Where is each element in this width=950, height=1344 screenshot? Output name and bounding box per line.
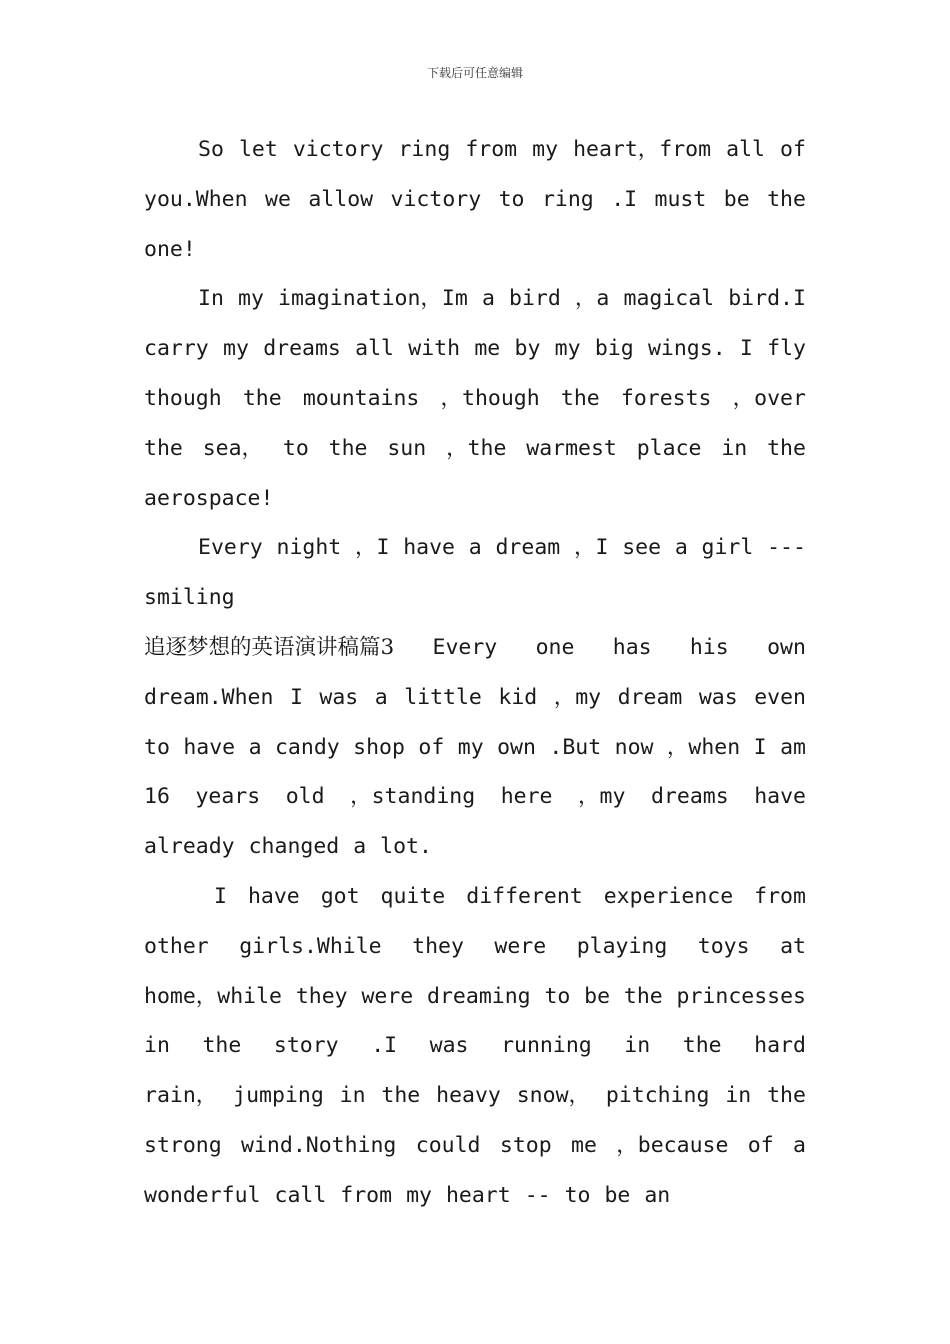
word: now bbox=[614, 734, 654, 760]
word: one bbox=[535, 634, 575, 660]
word: warmest bbox=[526, 435, 617, 461]
word: of bbox=[747, 1132, 774, 1158]
word: from bbox=[465, 137, 518, 162]
text-line bbox=[144, 972, 806, 1022]
word: call bbox=[274, 1182, 327, 1208]
word: jumping bbox=[233, 1083, 324, 1109]
word: experience bbox=[603, 883, 734, 909]
text-line bbox=[144, 573, 806, 623]
word: was bbox=[698, 684, 738, 710]
text-line bbox=[144, 324, 806, 374]
word: home，while bbox=[144, 983, 282, 1009]
word: different bbox=[466, 883, 583, 909]
word: bird.I bbox=[728, 286, 806, 312]
word: you.When bbox=[144, 186, 248, 212]
word: carry bbox=[144, 336, 209, 362]
word: we bbox=[265, 186, 291, 212]
word: smiling bbox=[144, 585, 235, 611]
word: .I bbox=[611, 186, 638, 212]
word: years bbox=[195, 784, 261, 810]
word: the bbox=[623, 983, 663, 1009]
word: ，when bbox=[666, 734, 741, 760]
word: I bbox=[289, 684, 303, 710]
word: dreams bbox=[650, 784, 729, 810]
word: have bbox=[247, 883, 300, 909]
word: to bbox=[282, 435, 309, 461]
text-line bbox=[144, 374, 806, 424]
word: allow bbox=[308, 186, 374, 212]
word: little bbox=[404, 684, 482, 710]
page-header: 下载后可任意编辑 bbox=[426, 66, 523, 80]
word: a bbox=[674, 535, 688, 561]
word: ，though bbox=[440, 385, 540, 411]
text-line bbox=[144, 175, 806, 225]
word: place bbox=[636, 435, 702, 461]
word: my bbox=[532, 137, 559, 162]
word: already bbox=[144, 834, 235, 860]
word: I bbox=[739, 336, 753, 362]
word: ，standing bbox=[350, 784, 476, 810]
word: to bbox=[498, 186, 525, 212]
word: old bbox=[285, 784, 325, 810]
word: shop bbox=[353, 734, 405, 760]
word: the bbox=[767, 1083, 806, 1109]
word: changed bbox=[248, 834, 340, 860]
word: the bbox=[682, 1033, 722, 1059]
word: the bbox=[144, 435, 183, 461]
word: lot. bbox=[380, 834, 432, 860]
word: of bbox=[418, 734, 445, 760]
word: see bbox=[622, 535, 662, 561]
word: --- bbox=[767, 535, 806, 561]
word: pitching bbox=[605, 1083, 710, 1109]
word: candy bbox=[274, 734, 340, 760]
word: So bbox=[198, 137, 224, 162]
word: could bbox=[415, 1132, 481, 1158]
word: ring bbox=[541, 186, 594, 212]
word: the bbox=[328, 435, 368, 461]
word: ，I bbox=[355, 535, 390, 561]
word: though bbox=[144, 385, 222, 411]
word: my bbox=[223, 336, 249, 362]
text-line bbox=[144, 424, 806, 474]
word: ，my bbox=[553, 684, 602, 710]
text-line bbox=[144, 922, 806, 972]
word: let bbox=[238, 137, 278, 162]
word: with bbox=[408, 336, 461, 362]
word: in bbox=[144, 1033, 170, 1059]
word: playing bbox=[576, 933, 668, 959]
word: ，a bbox=[574, 286, 610, 312]
word: night bbox=[276, 535, 342, 561]
word: ，the bbox=[446, 435, 507, 461]
word: girl bbox=[701, 535, 754, 561]
word: they bbox=[295, 983, 348, 1009]
word: by bbox=[514, 336, 541, 362]
word: fly bbox=[767, 336, 806, 362]
word: from bbox=[754, 883, 806, 909]
text-line bbox=[144, 523, 806, 573]
word: ，I bbox=[573, 535, 609, 561]
word: all bbox=[726, 137, 765, 162]
text-line bbox=[144, 772, 806, 822]
word: dreaming bbox=[427, 983, 531, 1009]
word: were bbox=[361, 983, 414, 1009]
word: a bbox=[353, 834, 367, 860]
word: sun bbox=[387, 435, 427, 461]
word: bird bbox=[509, 286, 561, 312]
word: in bbox=[339, 1083, 366, 1109]
word: heart，from bbox=[573, 137, 712, 162]
word: the bbox=[381, 1083, 421, 1109]
text-line bbox=[144, 872, 806, 922]
word: forests bbox=[620, 385, 712, 411]
word: strong bbox=[144, 1132, 222, 1158]
word: wings. bbox=[647, 336, 726, 362]
word: all bbox=[355, 336, 394, 362]
word: dream bbox=[495, 535, 561, 561]
word: mountains bbox=[302, 385, 420, 411]
word: wind.Nothing bbox=[241, 1132, 397, 1158]
word: big bbox=[594, 336, 634, 362]
word: .I bbox=[371, 1033, 398, 1059]
word: dreams bbox=[263, 336, 341, 362]
word: of bbox=[780, 137, 806, 162]
word: girls.While bbox=[239, 933, 382, 959]
word: was bbox=[429, 1033, 469, 1059]
word: stop bbox=[499, 1132, 552, 1158]
word: in bbox=[721, 435, 748, 461]
word: even bbox=[754, 684, 806, 710]
word: me bbox=[474, 336, 501, 362]
word: I bbox=[753, 734, 767, 760]
word: I bbox=[214, 883, 227, 909]
text-line bbox=[144, 673, 806, 723]
word: victory bbox=[292, 137, 384, 162]
text-line bbox=[144, 1071, 806, 1121]
word: in bbox=[624, 1033, 651, 1059]
word: me bbox=[571, 1132, 597, 1158]
word: In bbox=[198, 286, 224, 312]
word: wonderful bbox=[144, 1182, 261, 1208]
word: heavy bbox=[436, 1083, 501, 1109]
word: running bbox=[501, 1033, 592, 1059]
word: have bbox=[183, 734, 236, 760]
word: have bbox=[754, 784, 806, 810]
word: were bbox=[494, 933, 547, 959]
word: rain， bbox=[144, 1083, 218, 1109]
text-line bbox=[144, 623, 806, 673]
word: have bbox=[403, 535, 455, 561]
word: be bbox=[723, 186, 750, 212]
word: to bbox=[544, 983, 571, 1009]
text-line bbox=[144, 822, 806, 872]
word: my bbox=[554, 336, 581, 362]
document-body bbox=[144, 125, 806, 1221]
word: ring bbox=[398, 137, 451, 162]
word: an bbox=[644, 1182, 671, 1208]
word: here bbox=[500, 784, 553, 810]
word: ，because bbox=[616, 1132, 729, 1158]
word: magical bbox=[623, 286, 715, 312]
word: to bbox=[144, 734, 170, 760]
word: princesses bbox=[676, 983, 806, 1009]
word: story bbox=[273, 1033, 339, 1059]
word: aerospace! bbox=[144, 485, 274, 511]
word: a bbox=[793, 1132, 806, 1158]
word: a bbox=[374, 684, 388, 710]
text-line bbox=[144, 723, 806, 773]
word: from bbox=[340, 1182, 393, 1208]
word: has bbox=[612, 634, 652, 660]
word: own bbox=[767, 634, 806, 660]
word: ，my bbox=[578, 784, 626, 810]
word: my bbox=[406, 1182, 432, 1208]
word: the bbox=[242, 385, 282, 411]
text-line bbox=[144, 125, 806, 175]
word: ，over bbox=[732, 385, 806, 411]
word: kid bbox=[498, 684, 538, 710]
word: my bbox=[457, 734, 484, 760]
word: am bbox=[780, 734, 806, 760]
word: sea， bbox=[202, 435, 264, 461]
text-line bbox=[144, 1171, 806, 1221]
word: hard bbox=[754, 1033, 806, 1059]
word: the bbox=[560, 385, 600, 411]
word: snow， bbox=[516, 1083, 591, 1109]
word: a bbox=[481, 286, 495, 312]
word: be bbox=[604, 1182, 631, 1208]
word: the bbox=[202, 1033, 242, 1059]
word: a bbox=[248, 734, 262, 760]
word: .But bbox=[549, 734, 602, 760]
text-line bbox=[144, 474, 806, 524]
word: victory bbox=[390, 186, 482, 212]
word: got bbox=[320, 883, 360, 909]
word: Every bbox=[198, 535, 263, 561]
word: -- bbox=[524, 1182, 551, 1208]
word: heart bbox=[445, 1182, 511, 1208]
word: the bbox=[767, 186, 806, 212]
word: at bbox=[780, 933, 806, 959]
text-line bbox=[144, 225, 806, 275]
text-line bbox=[144, 1121, 806, 1171]
text-line bbox=[144, 1021, 806, 1071]
word: own bbox=[497, 734, 536, 760]
word: my bbox=[238, 286, 264, 312]
word: toys bbox=[697, 933, 750, 959]
word: imagination，Im bbox=[278, 286, 468, 312]
word: must bbox=[654, 186, 707, 212]
section-heading: 追逐梦想的英语演讲稿篇3 bbox=[144, 634, 395, 660]
word: a bbox=[468, 535, 482, 561]
word: one! bbox=[144, 236, 196, 262]
word: other bbox=[144, 933, 209, 959]
word: in bbox=[725, 1083, 752, 1109]
word: dream bbox=[617, 684, 683, 710]
word: Every bbox=[432, 634, 498, 660]
word: was bbox=[319, 684, 359, 710]
word: dream.When bbox=[144, 684, 274, 710]
word: 16 bbox=[144, 784, 170, 810]
word: quite bbox=[380, 883, 446, 909]
word: be bbox=[584, 983, 611, 1009]
text-line bbox=[144, 274, 806, 324]
word: the bbox=[767, 435, 806, 461]
word: to bbox=[564, 1182, 591, 1208]
word: they bbox=[412, 933, 464, 959]
word: his bbox=[689, 634, 729, 660]
